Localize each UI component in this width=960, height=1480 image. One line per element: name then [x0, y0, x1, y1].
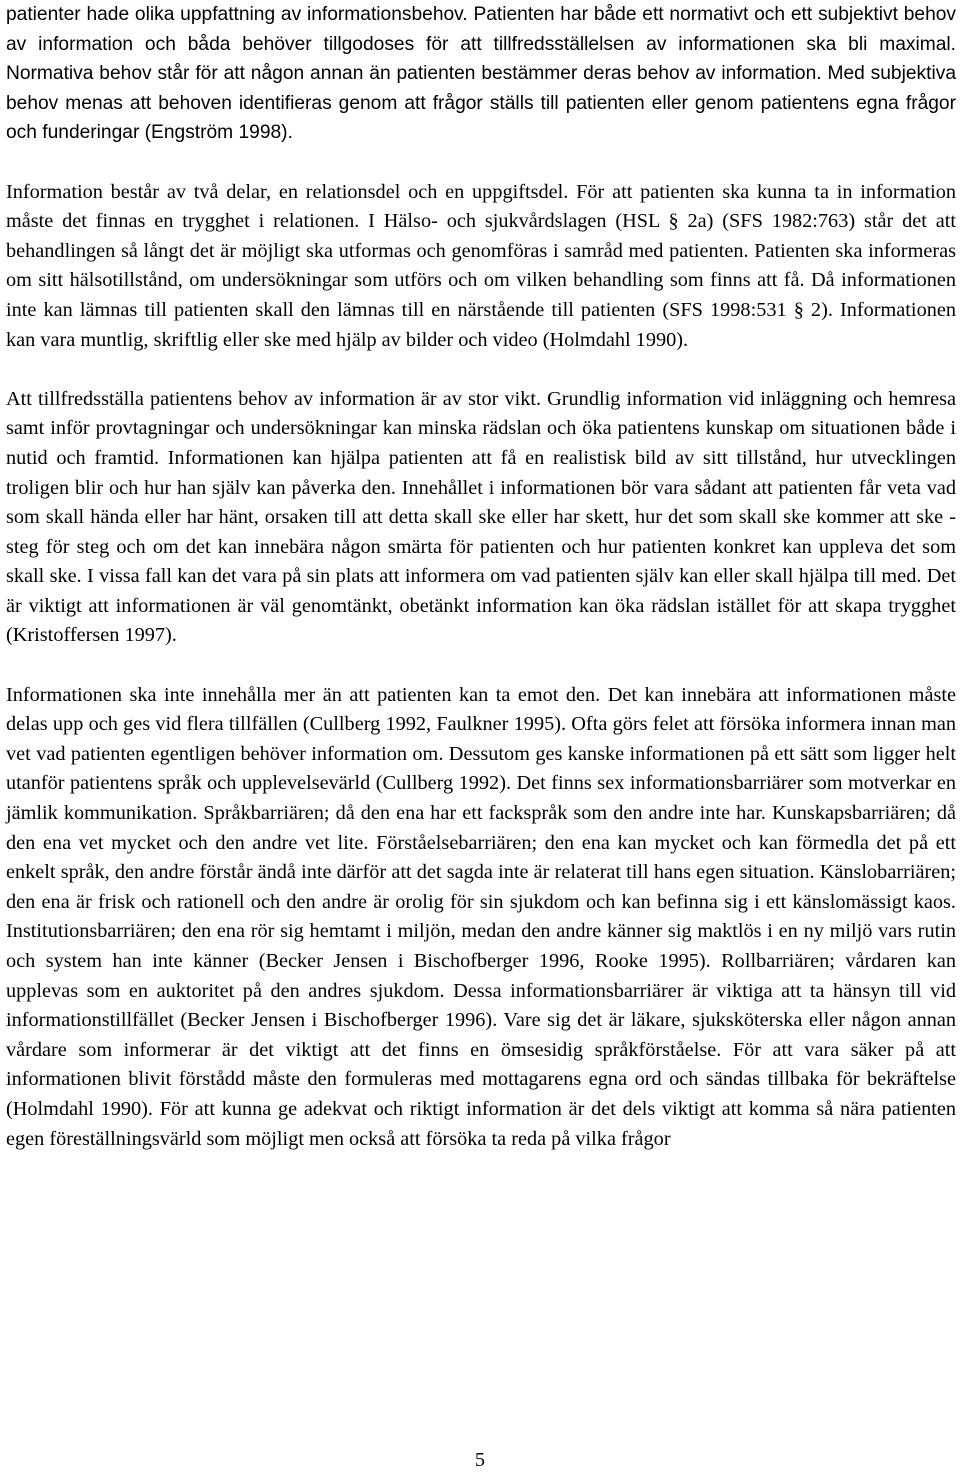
paragraph-barriers-text: Informationen ska inte innehålla mer än att patienten kan ta emot den. Det kan innebära att informationen måste delas upp och ges vid flera tillfällen (Cullberg 1992, Faulkner 1995). Ofta görs felet att försöka informera innan man vet vad patienten egentligen behöver information om. Dessutom ges kanske informationen på ett sätt som ligger helt utanför patientens språk och upplevelsevärld (Cullberg 1992). Det finns sex informationsbarriärer som motverkar en jämlik kommunikation. Språkbarriären; då den ena har ett fackspråk som den andre inte har. Kunskapsbarriären; då den ena vet mycket och den andre vet lite. Förståelsebarriären; den ena kan mycket och kan förmedla det på ett enkelt språk, den andre förstår ändå inte därför att det sagda inte är relaterat till hans egen situation. Känslobarriären; den ena är frisk och rationell och den andre är orolig för sin sjukdom och kan befinna sig i ett känslomässigt kaos. Institutionsbarriären; den ena rör sig hemtamt i miljön, medan den andre känner sig maktlös i en ny miljö vars rutin och system han inte känner (Becker Jensen i Bischofberger 1996, Rooke 1995). Rollbarriären; vårdaren kan upplevas som en auktoritet på den andres sjukdom. Dessa informationsbarriärer är viktiga att ta hänsyn till vid informationstillfället (Becker Jensen i Bischofberger 1996). Vare sig det är läkare, sjuksköterska eller någon annan vårdare som informerar är det viktigt att det finns en ömsesidig språkförståelse. För att vara säker på att informationen blivit förstådd måste den formuleras med mottagarens egna ord och sändas tillbaka för bekräftelse (Holmdahl 1990). För att kunna ge adekvat och riktigt information är det dels viktigt att komma så nära patienten egen föreställningsvärld som möjligt men också att försöka ta reda på vilka frågor — [6, 683, 956, 1150]
paragraph-information-parts — [6, 178, 956, 356]
paragraph-information-parts-text: Information består av två delar, en relationsdel och en uppgiftsdel. För att patienten ska kunna ta in information måste det finnas en trygghet i relationen. I Hälso- och sjukvårdslagen (HSL § 2a) (SFS 1982:763) står det att behandlingen så långt det är möjligt ska utformas och genomföras i samråd med patienten. Patienten ska informeras om sitt hälsotillstånd, om undersökningar som utförs och om vilken behandling som finns att få. Då informationen inte kan lämnas till patienten skall den lämnas till en närstående till patienten (SFS 1998:531 § 2). Informationen kan vara muntlig, skriftlig eller ske med hjälp av bilder och video (Holmdahl 1990). — [6, 180, 956, 351]
paragraph-satisfy-needs — [6, 385, 956, 651]
paragraph-info-needs — [6, 0, 956, 148]
paragraph-info-needs-part-1: patienter hade olika uppfattning av informationsbehov. Patienten har både ett normativt och ett subjektivt behov av information och båda behöver tillgodoses för att tillfredsställelsen av informationen ska bli maximal. — [6, 4, 956, 55]
page-number: 5 — [474, 1449, 486, 1471]
paragraph-barriers — [6, 681, 956, 1155]
paragraph-satisfy-needs-text: Att tillfredsställa patientens behov av information är av stor vikt. Grundlig information vid inläggning och hemresa samt inför provtagningar och undersökningar kan minska rädslan och öka patientens kunskap om situationen både i nutid och framtid. Informationen kan hjälpa patienten att få en realistisk bild av sitt tillstånd, hur utvecklingen troligen blir och hur han själv kan påverka den. Innehållet i informationen bör vara sådant att patienten får veta vad som skall hända eller har hänt, orsaken till att detta skall ske eller har skett, hur det som skall ske kommer att ske - steg för steg och om det kan innebära någon smärta för patienten och hur patienten konkret kan uppleva det som skall ske. I vissa fall kan det vara på sin plats att informera om vad patienten själv kan eller skall hjälpa till med. Det är viktigt att informationen är väl genomtänkt, obetänkt information kan öka rädslan istället för att skapa trygghet (Kristoffersen 1997). — [6, 387, 956, 647]
paragraph-info-needs-part-3: Med subjektiva behov menas att behoven identifieras genom att frågor ställs till patienten eller genom patientens egna frågor och funderingar (Engström 1998). — [6, 63, 956, 144]
document-body — [6, 0, 956, 1154]
paragraph-info-needs-part-2: Normativa behov står för att någon annan än patienten bestämmer deras behov av information. — [6, 63, 828, 85]
